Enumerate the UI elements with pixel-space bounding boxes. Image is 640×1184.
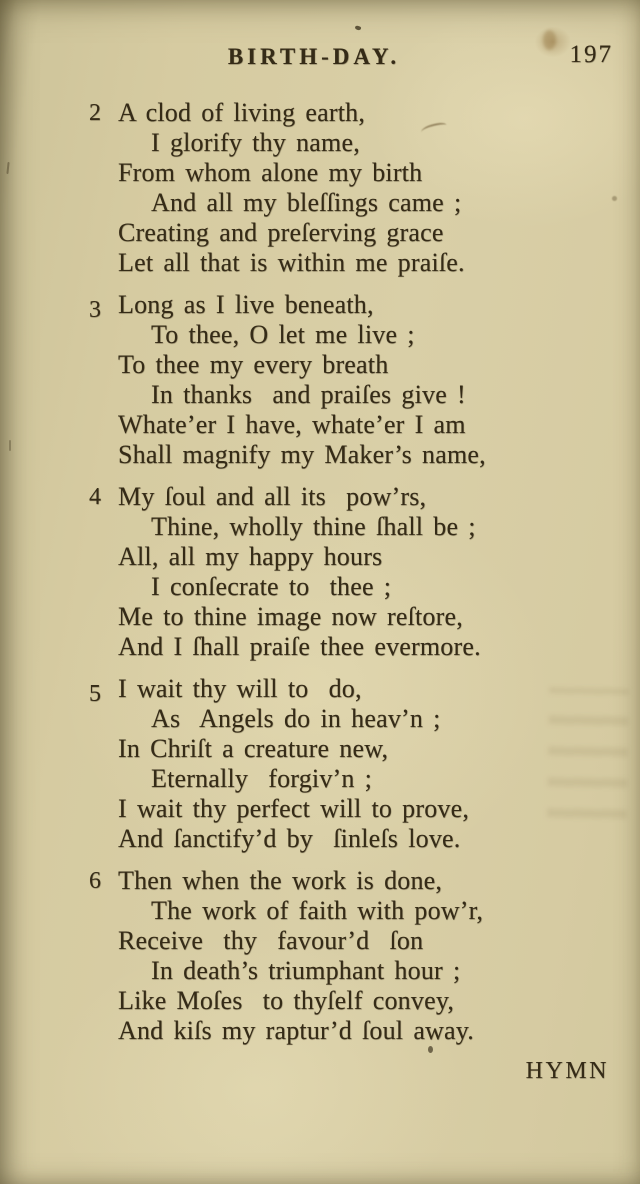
verse-line: I glorify thy name, [151,128,360,157]
ink-speck [354,25,361,31]
verse-line: A clod of living earth, [118,98,366,127]
verse-line: In thanks and praiſes give ! [151,380,466,409]
verse-line: In Chriſt a creature new, [118,734,389,763]
verse-line: My ſoul and all its pow’rs, [118,482,427,511]
verse-line: And I ſhall praiſe thee evermore. [118,632,481,661]
page-header [0,41,640,74]
catchword: HYMN [525,1058,609,1084]
verse-line: Then when the work is done, [118,866,443,895]
page-number: 197 [569,41,613,68]
verse-line: Like Moſes to thyſelf convey, [118,986,455,1015]
stanza [89,98,624,278]
verse-line: Creating and preſerving grace [118,218,444,247]
verse-number: 2 [89,100,101,126]
verse-line: Let all that is within me praiſe. [118,248,465,277]
margin-mark [6,162,9,174]
verse-line: All, all my happy hours [118,542,383,571]
hymn-verses [89,98,624,1058]
verse-line: And kiſs my raptur’d ſoul away. [118,1016,474,1045]
verse-line: Eternally forgiv’n ; [151,764,373,793]
verse-line: From whom alone my birth [118,158,423,187]
verse-line: Shall magnify my Maker’s name, [118,440,486,469]
verse-line: Long as I live beneath, [118,290,374,319]
running-title: BIRTH-DAY. [227,44,401,69]
verse-line: Me to thine image now reſtore, [118,602,463,631]
verse-line: As Angels do in heav’n ; [151,704,441,733]
verse-number: 4 [89,484,101,510]
verse-line: I wait thy perfect will to prove, [118,794,470,823]
margin-mark [9,440,11,451]
stanza [89,674,624,854]
verse-number: 6 [89,868,101,894]
stanza [89,290,624,470]
verse-number: 3 [89,297,101,323]
verse-line: Thine, wholly thine ſhall be ; [151,512,476,541]
verse-line: Whate’er I have, whate’er I am [118,410,466,439]
verse-line: And ſanctify’d by ſinleſs love. [118,824,461,853]
verse-line: Receive thy favour’d ſon [118,926,424,955]
verse-line: To thee, O let me live ; [151,320,415,349]
verse-line: The work of faith with pow’r, [151,896,484,925]
verse-line: And all my bleſſings came ; [151,188,462,217]
verse-line: To thee my every breath [118,350,389,379]
stanza [89,482,624,662]
verse-line: In death’s triumphant hour ; [151,956,461,985]
verse-line: I wait thy will to do, [118,674,362,703]
verse-line: I conſecrate to thee ; [151,572,392,601]
stanza [89,866,624,1046]
verse-number: 5 [89,681,101,707]
